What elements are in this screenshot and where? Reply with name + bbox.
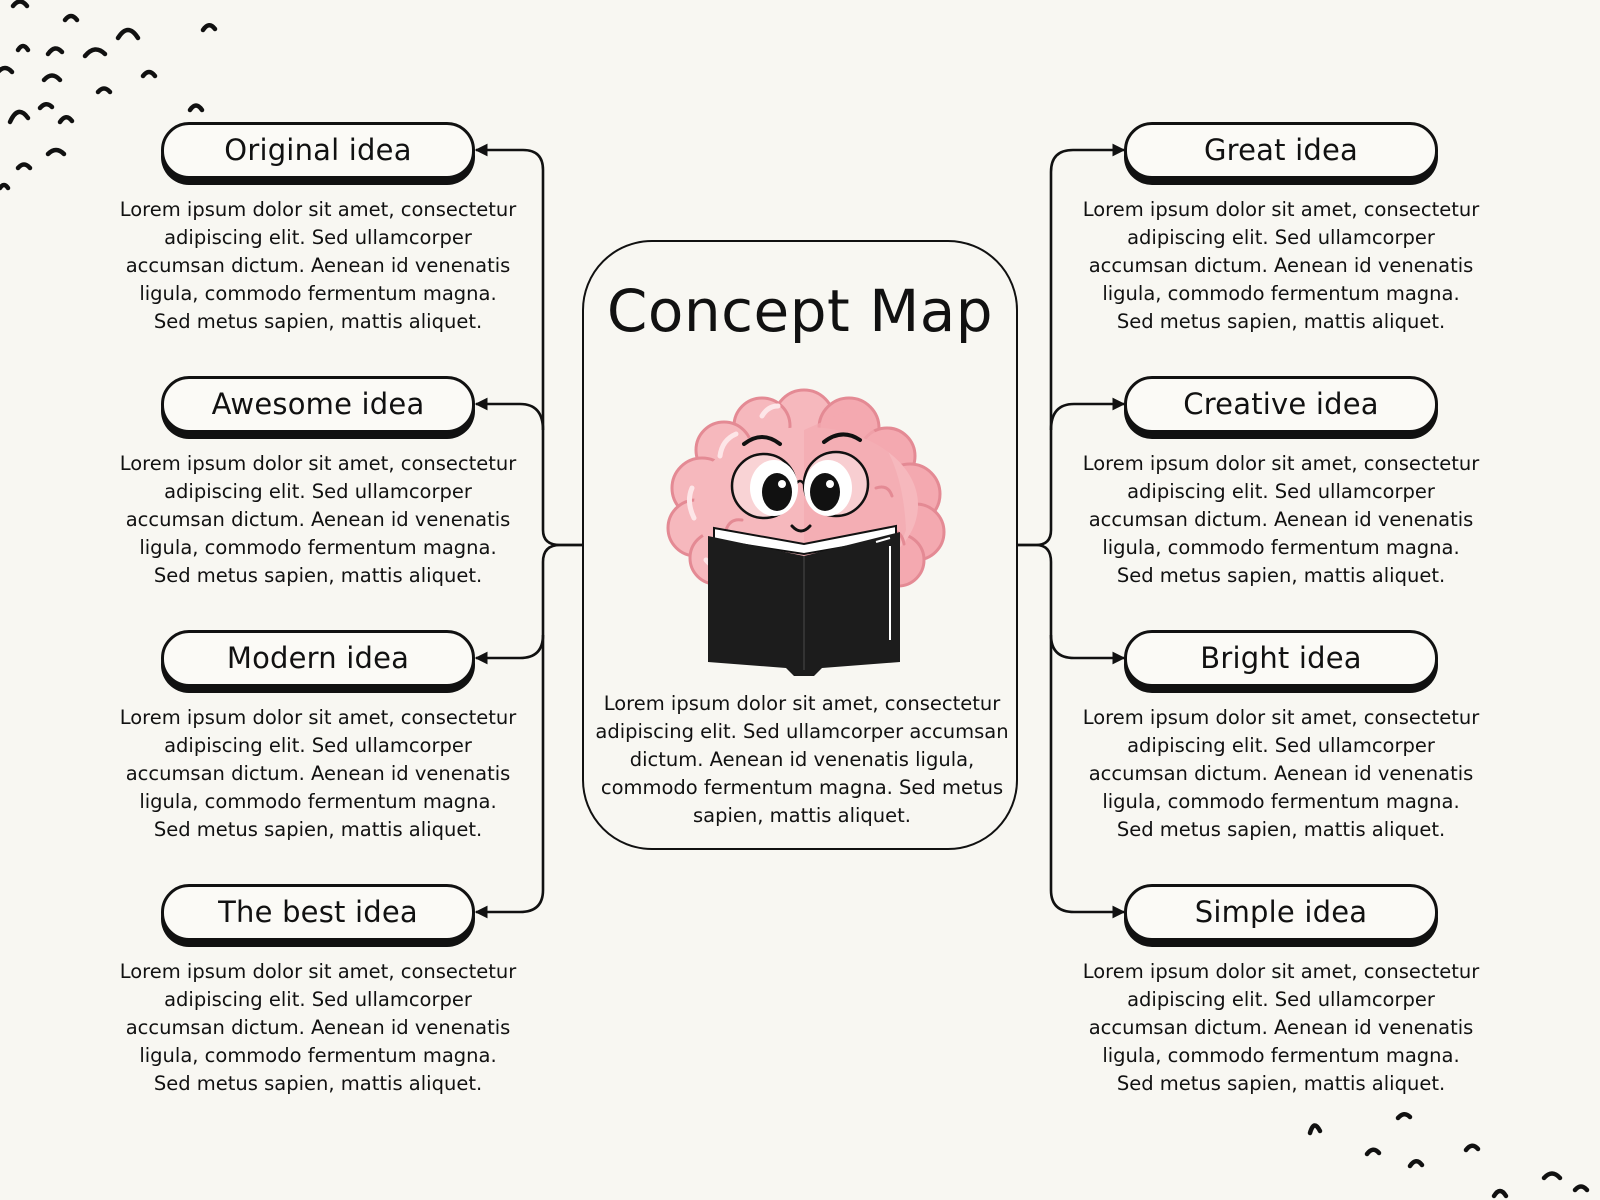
node-description: Lorem ipsum dolor sit amet, consectetur adipiscing elit. Sed ullamcorper accumsan dictum. Aenean id venenatis ligula, commodo fermentum magna. Sed metus sapien, mattis aliquet. <box>119 198 517 333</box>
node-description: Lorem ipsum dolor sit amet, consectetur adipiscing elit. Sed ullamcorper accumsan dictum. Aenean id venenatis ligula, commodo fermentum magna. Sed metus sapien, mattis aliquet. <box>119 960 517 1095</box>
node-original-idea <box>161 122 475 179</box>
node-label: Awesome idea <box>211 387 425 421</box>
node-label: Bright idea <box>1200 641 1362 675</box>
node-label: Simple idea <box>1194 895 1368 929</box>
node-label: The best idea <box>218 895 418 929</box>
node-description: Lorem ipsum dolor sit amet, consectetur adipiscing elit. Sed ullamcorper accumsan dictum. Aenean id venenatis ligula, commodo fermentum magna. Sed metus sapien, mattis aliquet. <box>1082 960 1480 1095</box>
node-label: Great idea <box>1203 133 1359 167</box>
node-label: Creative idea <box>1183 387 1379 421</box>
node-description: Lorem ipsum dolor sit amet, consectetur adipiscing elit. Sed ullamcorper accumsan dictum. Aenean id venenatis ligula, commodo fermentum magna. Sed metus sapien, mattis aliquet. <box>1082 706 1480 841</box>
node-label: Modern idea <box>226 641 410 675</box>
node-awesome-idea <box>161 376 475 433</box>
node-label: Original idea <box>224 133 412 167</box>
node-bright-idea <box>1124 630 1438 687</box>
node-simple-idea <box>1124 884 1438 941</box>
connector-creative <box>1051 404 1124 430</box>
connector-awesome <box>476 404 543 430</box>
node-modern-idea <box>161 630 475 687</box>
node-creative-idea <box>1124 376 1438 433</box>
node-description: Lorem ipsum dolor sit amet, consectetur adipiscing elit. Sed ullamcorper accumsan dictum. Aenean id venenatis ligula, commodo fermentum magna. Sed metus sapien, mattis aliquet. <box>1082 198 1480 333</box>
node-description: Lorem ipsum dolor sit amet, consectetur adipiscing elit. Sed ullamcorper accumsan dictum. Aenean id venenatis ligula, commodo fermentum magna. Sed metus sapien, mattis aliquet. <box>119 452 517 587</box>
node-description: Lorem ipsum dolor sit amet, consectetur adipiscing elit. Sed ullamcorper accumsan dictum. Aenean id venenatis ligula, commodo fermentum magna. Sed metus sapien, mattis aliquet. <box>119 706 517 841</box>
node-the-best-idea <box>161 884 475 941</box>
page-title: Concept Map <box>606 277 994 345</box>
central-concept-card <box>582 240 1018 850</box>
node-great-idea <box>1124 122 1438 179</box>
central-description: Lorem ipsum dolor sit amet, consectetur adipiscing elit. Sed ullamcorper accumsan dictum. Aenean id venenatis ligula, commodo fermentum magna. Sed metus sapien, mattis aliquet. <box>595 692 1009 827</box>
brain-reading-book-icon <box>644 370 964 676</box>
node-description: Lorem ipsum dolor sit amet, consectetur adipiscing elit. Sed ullamcorper accumsan dictum. Aenean id venenatis ligula, commodo fermentum magna. Sed metus sapien, mattis aliquet. <box>1082 452 1480 587</box>
